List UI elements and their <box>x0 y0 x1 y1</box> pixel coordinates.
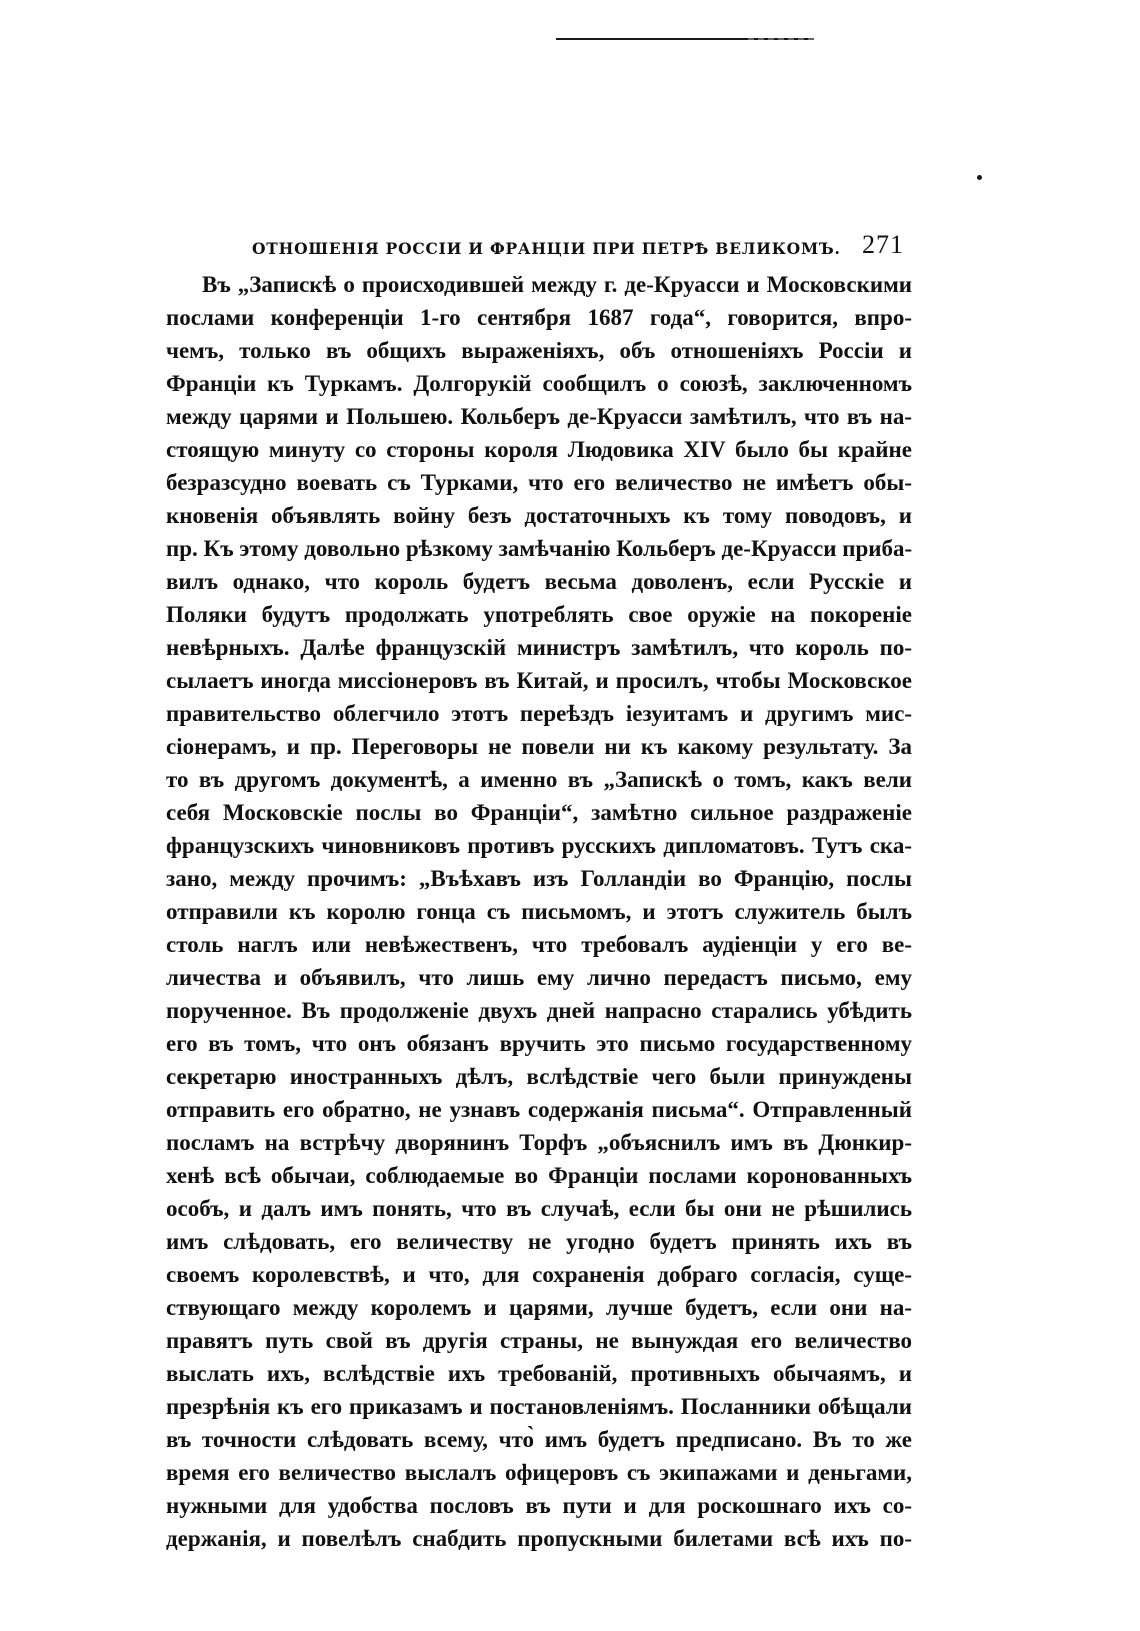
text-line: чемъ, только въ общихъ выраженіяхъ, объ отношеніяхъ Россіи и <box>166 338 912 363</box>
text-line: секретарю иностранныхъ дѣлъ, вслѣдствіе чего были принуждены <box>166 1064 912 1089</box>
scan-speck <box>977 175 982 180</box>
running-head <box>252 226 904 260</box>
text-line: время его величество выслалъ офицеровъ съ экипажами и деньгами, <box>166 1460 912 1485</box>
text-line: послами конференціи 1-го сентября 1687 года“, говорится, впро- <box>166 305 912 330</box>
page-number: 271 <box>862 230 904 259</box>
text-line: выслать ихъ, вслѣдствіе ихъ требованій, противныхъ обычаямъ, и <box>166 1361 912 1386</box>
text-line: имъ слѣдовать, его величеству не угодно будетъ принять ихъ въ <box>166 1229 912 1254</box>
text-line: порученное. Въ продолженіе двухъ дней напрасно старались убѣдить <box>166 998 912 1023</box>
text-line: кновенія объявлять войну безъ достаточныхъ къ тому поводовъ, и <box>166 503 912 528</box>
text-line: особъ, и далъ имъ понять, что въ случаѣ, если бы они не рѣшились <box>166 1196 912 1221</box>
text-line: держанія, и повелѣлъ снабдить пропускными билетами всѣ ихъ по- <box>166 1526 912 1551</box>
running-title: ОТНОШЕНІЯ РОССІИ И ФРАНЦІИ ПРИ ПЕТРѢ ВЕЛИКОМЪ. <box>252 239 841 258</box>
text-line: личества и объявилъ, что лишь ему лично передастъ письмо, ему <box>166 965 912 990</box>
text-line: въ точности слѣдовать всему, что̀ имъ будетъ предписано. Въ то же <box>166 1427 912 1452</box>
text-line: посламъ на встрѣчу дворянинъ Торфъ „объяснилъ имъ въ Дюнкир- <box>166 1130 912 1155</box>
text-line: правительство облегчило этотъ переѣздъ іезуитамъ и другимъ мис- <box>166 701 912 726</box>
top-scan-rule-tail <box>748 38 814 40</box>
text-line: отправили къ королю гонца съ письмомъ, и этотъ служитель былъ <box>166 899 912 924</box>
text-line: сылаетъ иногда миссіонеровъ въ Китай, и просилъ, чтобы Московское <box>166 668 912 693</box>
text-line: французскихъ чиновниковъ противъ русскихъ дипломатовъ. Тутъ ска- <box>166 833 912 858</box>
text-line: правятъ путь свой въ другія страны, не вынуждая его величество <box>166 1328 912 1353</box>
text-line: невѣрныхъ. Далѣе французскій министръ замѣтилъ, что король по- <box>166 635 912 660</box>
text-line: безразсудно воевать съ Турками, что его величество не имѣетъ обы- <box>166 470 912 495</box>
text-line: его въ томъ, что онъ обязанъ вручить это письмо государственному <box>166 1031 912 1056</box>
text-line: стоящую минуту со стороны короля Людовика XIV было бы крайне <box>166 437 912 462</box>
text-line: столь наглъ или невѣжественъ, что требовалъ аудіенціи у его ве- <box>166 932 912 957</box>
text-line: хенѣ всѣ обычаи, соблюдаемые во Франціи послами коронованныхъ <box>166 1163 912 1188</box>
text-line: зано, между прочимъ: „Въѣхавъ изъ Голландіи во Францію, послы <box>166 866 912 891</box>
text-line: вилъ однако, что король будетъ весьма доволенъ, если Русскіе и <box>166 569 912 594</box>
text-line: Въ „Запискѣ о происходившей между г. де-Круасси и Московскими <box>202 272 912 297</box>
text-line: себя Московскіе послы во Франціи“, замѣтно сильное раздраженіе <box>166 800 912 825</box>
text-line: между царями и Польшею. Кольберъ де-Круасси замѣтилъ, что въ на- <box>166 404 912 429</box>
text-line: Франціи къ Туркамъ. Долгорукій сообщилъ о союзѣ, заключенномъ <box>166 371 912 396</box>
text-line: нужными для удобства пословъ въ пути и для роскошнаго ихъ со- <box>166 1493 912 1518</box>
text-line: сіонерамъ, и пр. Переговоры не повели ни къ какому результату. За <box>166 734 912 759</box>
text-line: то въ другомъ документѣ, а именно въ „Запискѣ о томъ, какъ вели <box>166 767 912 792</box>
text-line: пр. Къ этому довольно рѣзкому замѣчанію Кольберъ де-Круасси приба- <box>166 536 912 561</box>
text-line: презрѣнія къ его приказамъ и постановленіямъ. Посланники обѣщали <box>166 1394 912 1419</box>
text-line: Поляки будутъ продолжать употреблять свое оружіе на покореніе <box>166 602 912 627</box>
text-line: ствующаго между королемъ и царями, лучше будетъ, если они на- <box>166 1295 912 1320</box>
text-line: отправить его обратно, не узнавъ содержанія письма“. Отправленный <box>166 1097 912 1122</box>
text-line: своемъ королевствѣ, и что, для сохраненія добраго согласія, суще- <box>166 1262 912 1287</box>
body-text <box>166 268 912 1555</box>
